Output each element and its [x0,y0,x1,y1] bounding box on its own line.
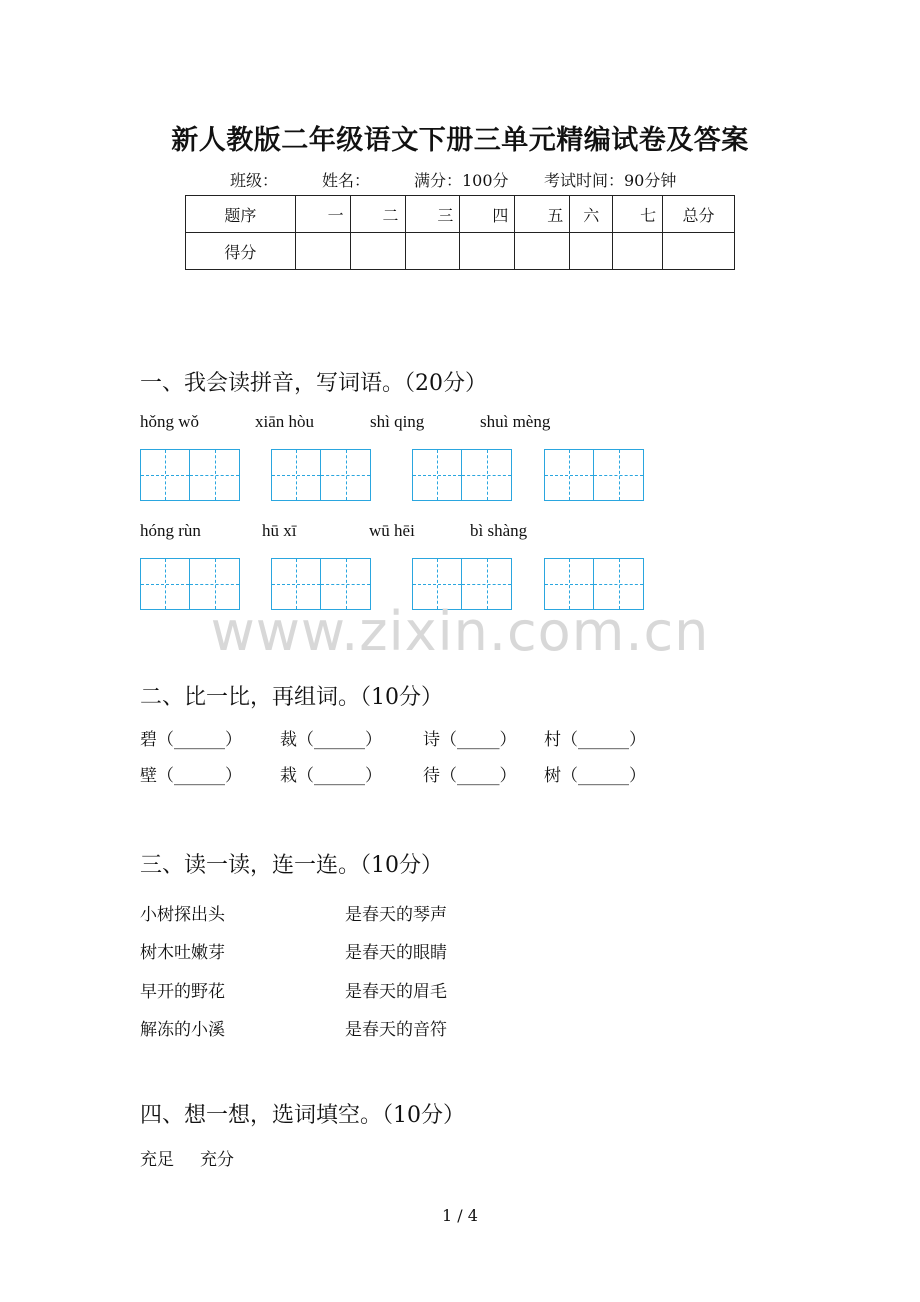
pinyin-label: shuì mèng [480,412,551,431]
section3-title: 三、读一读，连一连。（10分） [140,853,443,878]
pinyin-label: wū hēi [369,521,415,540]
match-left-item[interactable]: 树木吐嫩芽 [140,943,225,963]
score-cell[interactable] [405,233,460,270]
score-cell[interactable] [570,233,613,270]
score-cell[interactable] [663,233,735,270]
score-table-row [186,233,735,270]
page-number: 1 / 4 [442,1206,478,1225]
compare-word-item: 待（_____） [423,766,517,786]
compare-word-item: 树（______） [544,766,646,786]
writing-grid[interactable] [140,449,240,501]
pinyin-label: hū xī [262,521,297,540]
name-label: 姓名： [322,171,371,190]
table-header-cell: 二 [350,196,405,233]
writing-cell[interactable] [190,450,239,500]
score-table [185,195,735,270]
section1-title: 一、我会读拼音，写词语。（20分） [140,371,487,396]
score-cell[interactable] [350,233,405,270]
page-title: 新人教版二年级语文下册三单元精编试卷及答案 [171,125,749,156]
writing-cell[interactable] [413,450,462,500]
writing-cell[interactable] [272,450,321,500]
compare-word-item: 碧（______） [140,730,242,750]
match-left-item[interactable]: 早开的野花 [140,982,225,1002]
pinyin-label: hǒng wǒ [140,412,200,431]
writing-grid[interactable] [544,449,644,501]
writing-cell[interactable] [462,450,511,500]
table-header-cell: 总分 [663,196,735,233]
compare-word-item: 裁（______） [280,730,382,750]
table-header-cell: 七 [613,196,663,233]
writing-cell[interactable] [141,450,190,500]
score-table-header-row [186,196,735,233]
pinyin-label: shì qing [370,412,425,431]
writing-grid[interactable] [271,449,371,501]
table-header-cell: 三 [405,196,460,233]
writing-grid[interactable] [412,449,512,501]
word-choice: 充足 [140,1150,174,1170]
match-left-item[interactable]: 小树探出头 [140,905,225,925]
score-cell[interactable] [613,233,663,270]
compare-word-item: 村（______） [544,730,646,750]
table-header-cell: 四 [460,196,515,233]
pinyin-label: bì shàng [470,521,528,540]
table-header-cell: 六 [570,196,613,233]
match-right-item[interactable]: 是春天的音符 [345,1020,447,1040]
exam-time-label: 考试时间：90分钟 [544,171,677,190]
watermark: www.zixin.com.cn [210,600,710,663]
score-cell[interactable] [295,233,350,270]
table-header-cell: 题序 [186,196,296,233]
compare-word-item: 壁（______） [140,766,242,786]
table-header-cell: 一 [295,196,350,233]
match-right-item[interactable]: 是春天的眉毛 [345,982,447,1002]
section4-title: 四、想一想，选词填空。（10分） [140,1103,465,1128]
writing-cell[interactable] [594,450,643,500]
compare-word-item: 诗（_____） [423,730,517,750]
full-score-label: 满分：100分 [414,171,509,190]
table-header-cell: 五 [515,196,570,233]
section2-title: 二、比一比，再组词。（10分） [140,685,443,710]
match-left-item[interactable]: 解冻的小溪 [140,1020,225,1040]
pinyin-label: hóng rùn [140,521,201,540]
match-right-item[interactable]: 是春天的琴声 [345,905,447,925]
score-row-label: 得分 [186,233,296,270]
pinyin-label: xiān hòu [255,412,315,431]
writing-cell[interactable] [545,450,594,500]
compare-word-item: 栽（______） [280,766,382,786]
match-right-item[interactable]: 是春天的眼睛 [345,943,447,963]
class-label: 班级： [230,171,279,190]
writing-cell[interactable] [321,450,370,500]
score-cell[interactable] [460,233,515,270]
word-choice: 充分 [200,1150,234,1170]
score-cell[interactable] [515,233,570,270]
